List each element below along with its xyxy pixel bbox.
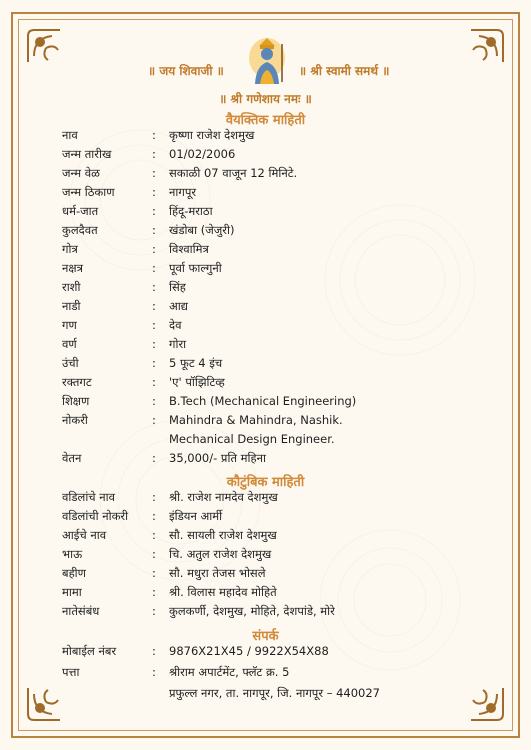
field-colon: : bbox=[152, 451, 156, 465]
section-title-family: कौटुंबिक माहिती bbox=[226, 475, 305, 490]
field-colon: : bbox=[152, 185, 156, 199]
field-label: रक्तगट bbox=[62, 375, 92, 389]
field-colon: : bbox=[152, 490, 156, 504]
field-label: गण bbox=[62, 318, 77, 332]
greeting-right: ॥ श्री स्वामी समर्थ ॥ bbox=[299, 64, 390, 78]
field-value: Mahindra & Mahindra, Nashik. bbox=[169, 413, 343, 427]
field-value: सौ. सायली राजेश देशमुख bbox=[169, 528, 277, 542]
field-colon: : bbox=[152, 528, 156, 542]
field-colon: : bbox=[152, 585, 156, 599]
field-value: सिंह bbox=[169, 280, 186, 294]
section-title-personal: वैयक्तिक माहिती bbox=[225, 113, 306, 128]
field-label: नाडी bbox=[62, 299, 81, 313]
field-label: नक्षत्र bbox=[62, 261, 83, 275]
field-colon: : bbox=[152, 644, 156, 658]
field-value: हिंदू-मराठा bbox=[169, 204, 213, 218]
section-title-contact: संपर्क bbox=[252, 629, 279, 644]
field-label: मामा bbox=[62, 585, 82, 599]
field-value: 01/02/2006 bbox=[169, 147, 236, 161]
field-colon: : bbox=[152, 261, 156, 275]
field-value: खंडोबा (जेजुरी) bbox=[169, 223, 235, 237]
field-label: राशी bbox=[62, 280, 81, 294]
corner-ornament-icon bbox=[24, 684, 64, 724]
field-value: कृष्णा राजेश देशमुख bbox=[169, 128, 255, 142]
field-value: सकाळी 07 वाजून 12 मिनिटे. bbox=[169, 166, 298, 180]
field-value: Mechanical Design Engineer. bbox=[169, 432, 335, 446]
invocation: ॥ श्री गणेशाय नमः ॥ bbox=[219, 92, 312, 106]
field-label: गोत्र bbox=[62, 242, 78, 256]
field-value: गोरा bbox=[169, 337, 187, 351]
field-value: 5 फूट 4 इंच bbox=[169, 356, 223, 370]
field-colon: : bbox=[152, 566, 156, 580]
field-value: नागपूर bbox=[169, 185, 197, 199]
field-value: श्रीराम अपार्टमेंट, फ्लॅट क्र. 5 bbox=[169, 665, 290, 679]
field-label: वडिलांची नोकरी bbox=[62, 509, 129, 523]
field-label: नोकरी bbox=[62, 413, 88, 427]
deity-icon bbox=[246, 36, 288, 86]
field-colon: : bbox=[152, 413, 156, 427]
field-label: पत्ता bbox=[62, 665, 80, 679]
field-value: चि. अतुल राजेश देशमुख bbox=[169, 547, 272, 561]
field-value: श्री. राजेश नामदेव देशमुख bbox=[169, 490, 278, 504]
field-colon: : bbox=[152, 299, 156, 313]
field-label: धर्म-जात bbox=[62, 204, 99, 218]
field-colon: : bbox=[152, 547, 156, 561]
field-value: आद्य bbox=[169, 299, 188, 313]
field-colon: : bbox=[152, 356, 156, 370]
field-label: शिक्षण bbox=[62, 394, 90, 408]
field-label: नाव bbox=[62, 128, 78, 142]
field-label: जन्म तारीख bbox=[62, 147, 112, 161]
field-label: मोबाईल नंबर bbox=[62, 644, 117, 658]
field-value: B.Tech (Mechanical Engineering) bbox=[169, 394, 357, 408]
field-value: श्री. विलास महादेव मोहिते bbox=[169, 585, 277, 599]
field-colon: : bbox=[152, 375, 156, 389]
field-label: वेतन bbox=[62, 451, 82, 465]
field-label: बहीण bbox=[62, 566, 86, 580]
field-colon: : bbox=[152, 204, 156, 218]
field-value: 9876X21X45 / 9922X54X88 bbox=[169, 644, 329, 658]
field-colon: : bbox=[152, 318, 156, 332]
field-label: उंची bbox=[62, 356, 79, 370]
field-colon: : bbox=[152, 166, 156, 180]
field-colon: : bbox=[152, 128, 156, 142]
field-label: जन्म वेळ bbox=[62, 166, 100, 180]
field-colon: : bbox=[152, 604, 156, 618]
field-label: आईचे नाव bbox=[62, 528, 107, 542]
greeting-left: ॥ जय शिवाजी ॥ bbox=[148, 64, 224, 78]
field-colon: : bbox=[152, 223, 156, 237]
field-value: प्रफुल्ल नगर, ता. नागपूर, जि. नागपूर – 440027 bbox=[169, 686, 381, 700]
field-label: कुलदैवत bbox=[62, 223, 98, 237]
field-label: वडिलांचे नाव bbox=[62, 490, 116, 504]
field-label: नातेसंबंध bbox=[62, 604, 100, 618]
field-label: वर्ण bbox=[62, 337, 77, 351]
field-label: जन्म ठिकाण bbox=[62, 185, 115, 199]
field-colon: : bbox=[152, 665, 156, 679]
header bbox=[0, 36, 531, 88]
field-value: कुलकर्णी, देशमुख, मोहिते, देशपांडे, मोरे bbox=[169, 604, 335, 618]
field-colon: : bbox=[152, 394, 156, 408]
field-label: भाऊ bbox=[62, 547, 83, 561]
field-colon: : bbox=[152, 280, 156, 294]
field-value: इंडियन आर्मी bbox=[169, 509, 223, 523]
field-colon: : bbox=[152, 147, 156, 161]
field-value: पूर्वा फाल्गुनी bbox=[169, 261, 222, 275]
field-value: 35,000/- प्रति महिना bbox=[169, 451, 266, 465]
field-value: सौ. मधुरा तेजस भोसले bbox=[169, 566, 266, 580]
field-value: विश्वामित्र bbox=[169, 242, 209, 256]
field-value: देव bbox=[169, 318, 182, 332]
corner-ornament-icon bbox=[467, 684, 507, 724]
field-colon: : bbox=[152, 337, 156, 351]
field-colon: : bbox=[152, 509, 156, 523]
field-value: 'ए' पॉझिटिव्ह bbox=[169, 375, 225, 389]
field-colon: : bbox=[152, 242, 156, 256]
